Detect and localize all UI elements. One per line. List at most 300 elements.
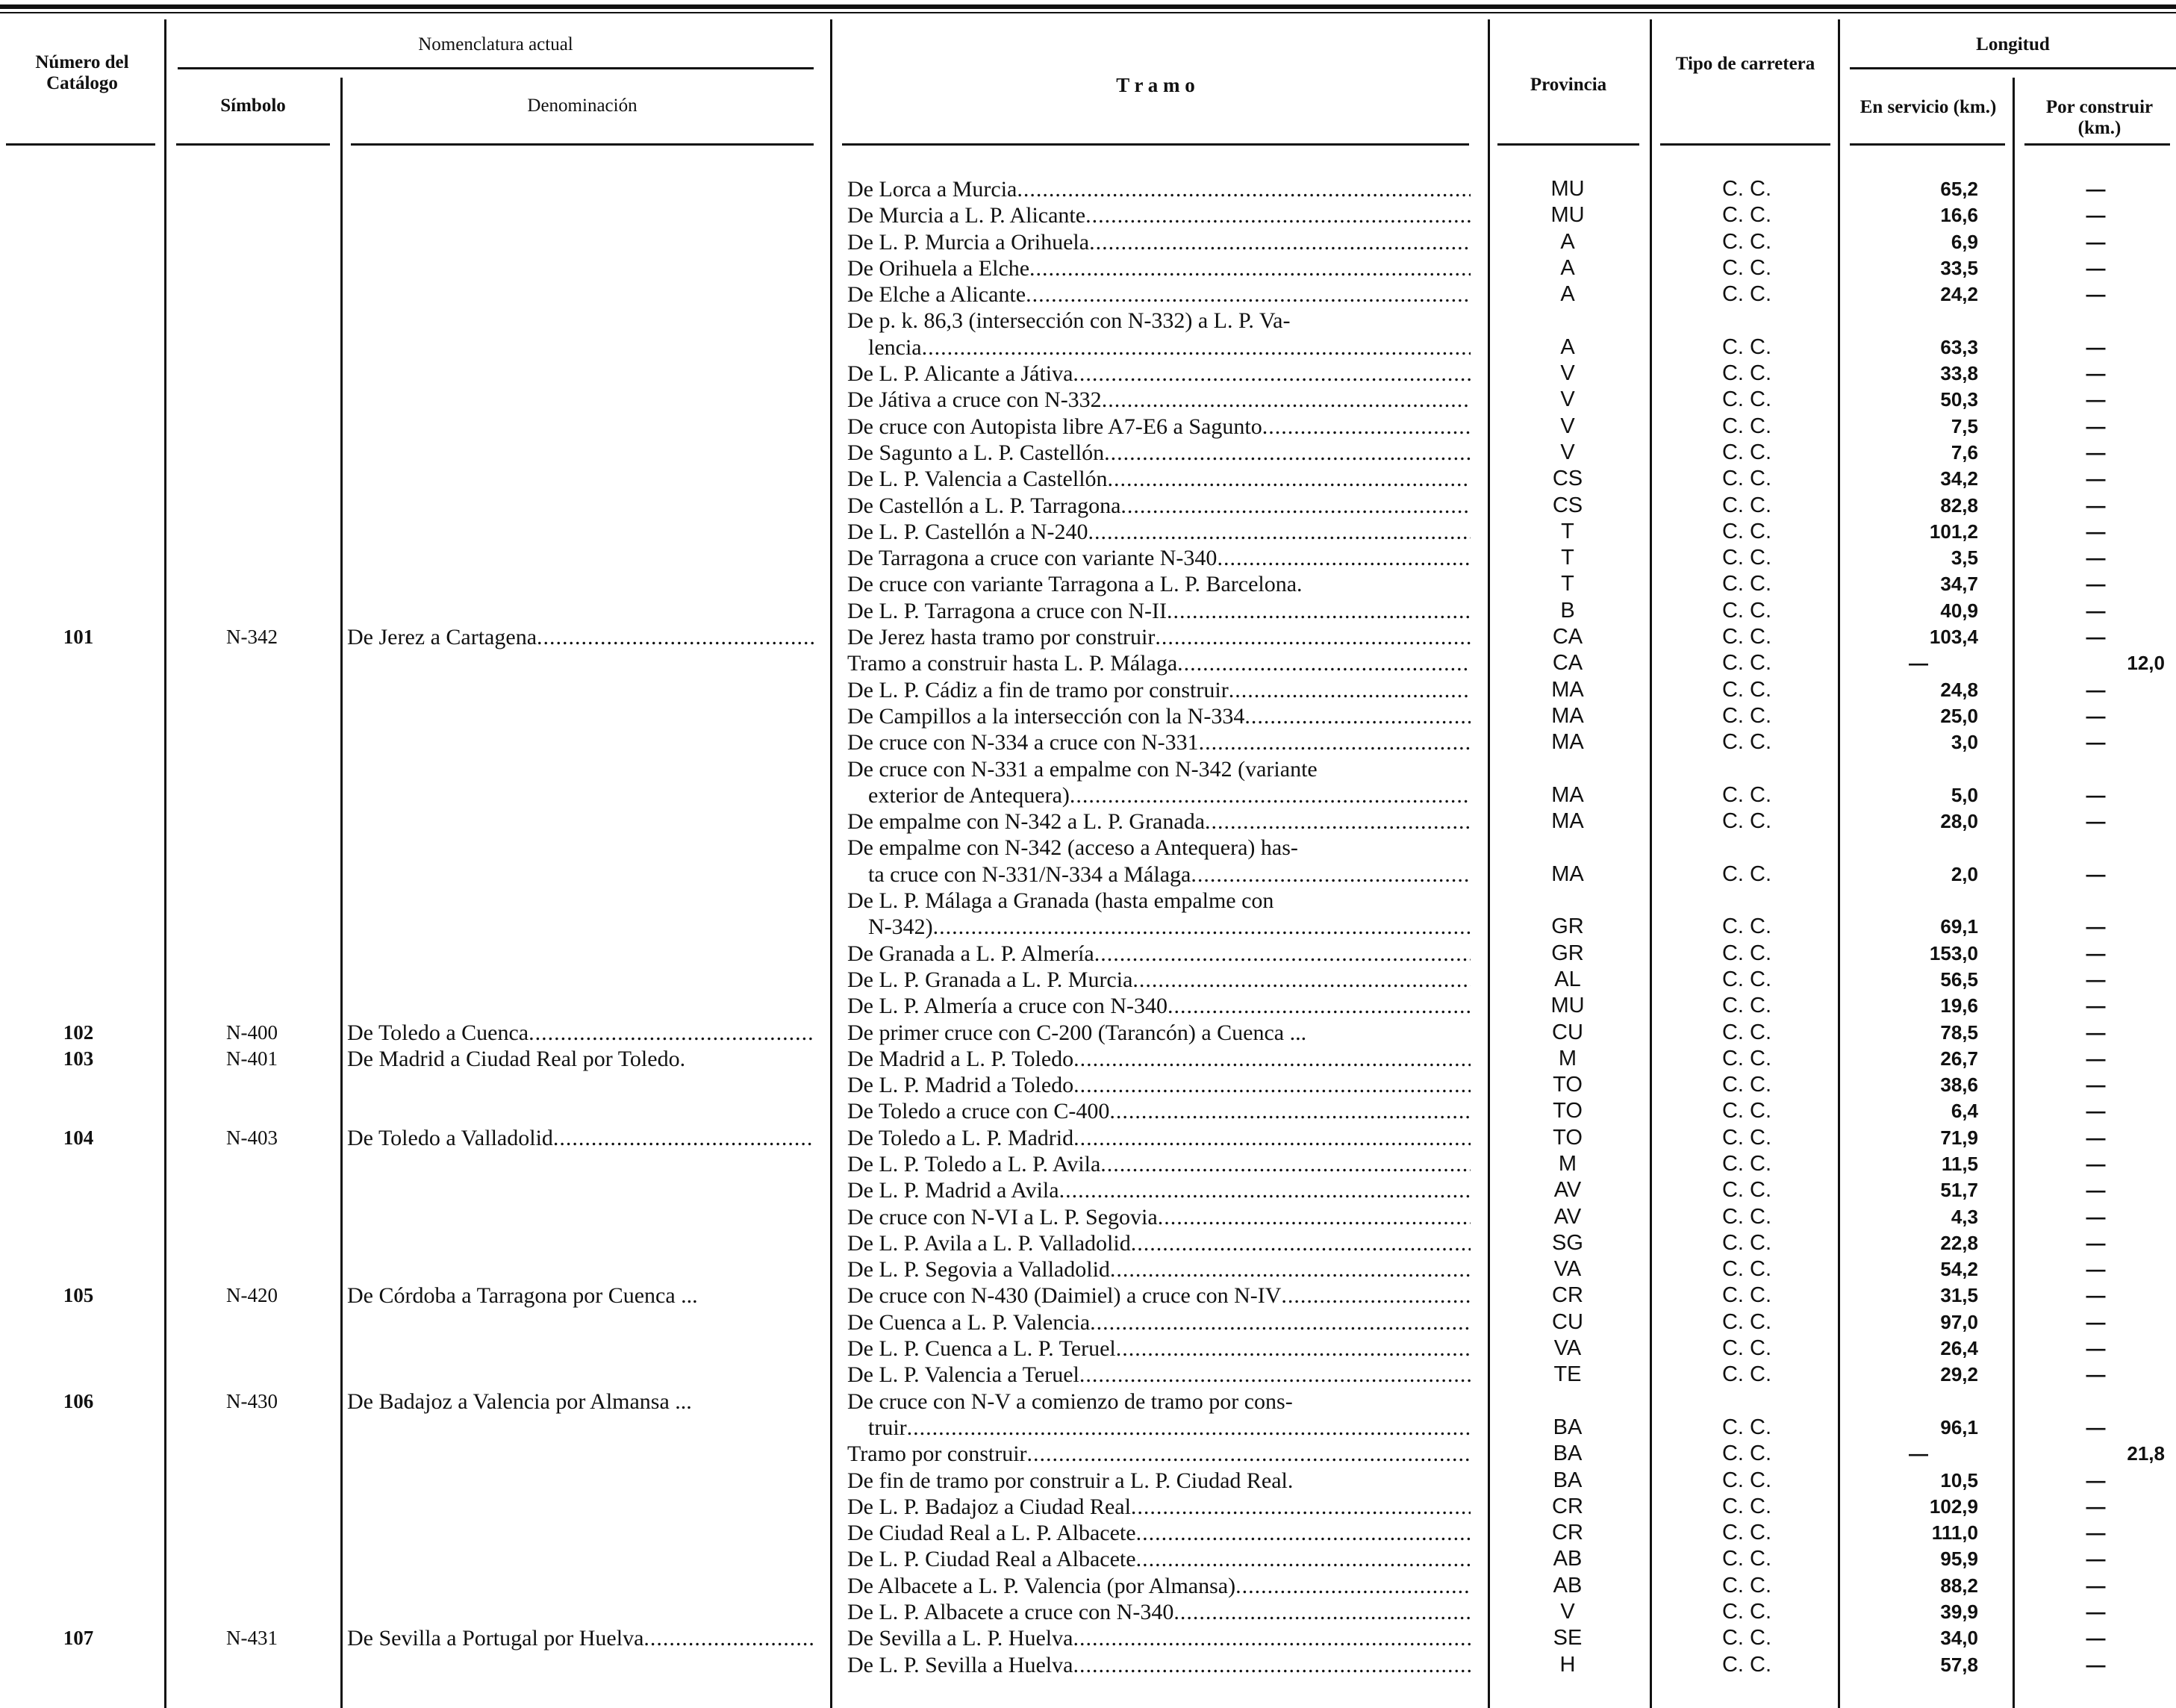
tramo-text: De Sevilla a L. P. Huelva <box>847 1626 1073 1651</box>
catalog-number: 103 <box>63 1047 94 1070</box>
table-row <box>0 308 2176 361</box>
tramo-cell <box>847 1652 1471 1678</box>
por-construir-cell: — <box>2086 1284 2106 1307</box>
tramo-cell <box>847 1625 1471 1651</box>
leader-dots <box>1110 1256 1471 1282</box>
table-row <box>0 1256 2176 1282</box>
tramo-text: De L. P. Albacete a cruce con N-340 <box>847 1600 1174 1625</box>
tramo-line <box>847 624 1471 650</box>
table-row <box>0 941 2176 967</box>
leader-dots <box>1059 1177 1471 1203</box>
leader-dots <box>1089 229 1471 255</box>
tramo-text: De cruce con N-334 a cruce con N-331 <box>847 730 1199 755</box>
en-servicio-cell: 103,4 <box>1929 626 1978 649</box>
provincia-cell: V <box>1560 1600 1575 1624</box>
por-construir-cell: — <box>2086 1468 2106 1492</box>
table-row <box>0 756 2176 809</box>
por-construir-cell: — <box>2086 520 2106 543</box>
en-servicio-cell: 82,8 <box>1940 493 1978 517</box>
tipo-cell: C. C. <box>1721 1125 1772 1150</box>
tramo-cell <box>847 756 1471 809</box>
provincia-cell: MA <box>1551 703 1584 728</box>
tramo-text: De L. P. Madrid a Toledo <box>847 1073 1074 1098</box>
table-row <box>0 1151 2176 1177</box>
tramo-cell <box>847 808 1471 835</box>
tramo-line <box>847 440 1471 466</box>
por-construir-cell: — <box>2086 599 2106 622</box>
tramo-cell <box>847 1546 1471 1572</box>
leader-dots <box>1131 1230 1471 1256</box>
header-denominacion: Denominación <box>527 96 637 116</box>
tipo-cell: C. C. <box>1721 1073 1772 1097</box>
tramo-text: lencia <box>868 334 922 360</box>
tramo-line <box>847 493 1471 519</box>
catalog-number: 101 <box>63 626 94 649</box>
tipo-cell: C. C. <box>1721 1415 1772 1439</box>
leader-dots <box>1085 202 1471 228</box>
en-servicio-cell: 95,9 <box>1940 1548 1978 1571</box>
table-row <box>0 519 2176 545</box>
provincia-cell: MU <box>1550 994 1585 1018</box>
tramo-text: De L. P. Cádiz a fin de tramo por construir <box>847 677 1229 702</box>
tramo-text: De primer cruce con C-200 (Tarancón) a Cuenca ... <box>847 1020 1307 1045</box>
tipo-cell: C. C. <box>1721 1336 1772 1361</box>
tipo-cell: C. C. <box>1721 1230 1772 1255</box>
catalog-number: 106 <box>63 1389 94 1412</box>
tramo-cell <box>847 677 1471 703</box>
tramo-line <box>847 1546 1471 1572</box>
leader-dots <box>1094 941 1471 967</box>
tramo-line <box>847 1441 1471 1467</box>
provincia-cell: MU <box>1550 203 1585 228</box>
tipo-cell: C. C. <box>1721 1547 1772 1571</box>
tramo-text: De L. P. Badajoz a Ciudad Real <box>847 1494 1131 1519</box>
provincia-cell: TE <box>1553 1362 1582 1387</box>
tipo-cell: C. C. <box>1721 782 1772 807</box>
por-construir-cell: 21,8 <box>2127 1442 2165 1465</box>
tramo-line <box>847 202 1471 228</box>
tramo-text: De cruce con variante Tarragona a L. P. Barcelona. <box>847 572 1303 597</box>
tramo-line <box>847 1230 1471 1256</box>
tramo-cell <box>847 414 1471 440</box>
tramo-cell <box>847 650 1471 676</box>
tipo-cell: C. C. <box>1721 229 1772 254</box>
en-servicio-cell: 40,9 <box>1940 599 1978 622</box>
provincia-cell: T <box>1561 546 1574 570</box>
tramo-cell <box>847 545 1471 571</box>
en-servicio-cell: 78,5 <box>1940 1020 1978 1044</box>
table-row <box>0 1046 2176 1072</box>
header-nomenclatura: Nomenclatura actual <box>418 34 573 54</box>
leader-dots <box>1136 1520 1471 1546</box>
por-construir-cell: — <box>2086 1047 2106 1070</box>
tramo-cell <box>847 1046 1471 1072</box>
tramo-cell <box>847 835 1471 888</box>
tramo-text: De Elche a Alicante <box>847 282 1026 308</box>
tramo-line <box>847 782 1471 808</box>
tramo-line <box>847 1282 1471 1309</box>
tramo-cell <box>847 1388 1471 1441</box>
provincia-cell: CS <box>1552 467 1583 491</box>
en-servicio-cell: 33,5 <box>1940 256 1978 279</box>
en-servicio-cell: 6,4 <box>1951 1100 1978 1123</box>
tramo-line <box>847 888 1471 914</box>
tramo-line <box>847 1125 1471 1151</box>
tramo-line <box>847 1415 1471 1441</box>
table-row <box>0 1020 2176 1046</box>
tramo-cell <box>847 308 1471 361</box>
por-construir-cell: — <box>2086 1310 2106 1333</box>
table-row <box>0 1072 2176 1098</box>
provincia-cell: A <box>1560 334 1575 359</box>
tramo-cell <box>847 176 1471 202</box>
header-bottom-rule <box>1850 143 2005 146</box>
tipo-cell: C. C. <box>1721 1441 1772 1466</box>
en-servicio-cell: 50,3 <box>1940 388 1978 411</box>
tipo-cell: C. C. <box>1721 1283 1772 1308</box>
provincia-cell: BA <box>1553 1441 1583 1466</box>
denomination-text: De Madrid a Ciudad Real por Toledo. <box>347 1046 686 1071</box>
tramo-line <box>847 466 1471 492</box>
tramo-text: De Cuenca a L. P. Valencia <box>847 1309 1091 1335</box>
tramo-cell <box>847 888 1471 941</box>
table-row <box>0 1335 2176 1362</box>
leader-dots <box>1131 1494 1471 1520</box>
tramo-cell <box>847 1151 1471 1177</box>
provincia-cell: MA <box>1551 782 1584 807</box>
tramo-cell <box>847 967 1471 993</box>
tramo-text: De cruce con N-VI a L. P. Segovia <box>847 1204 1158 1229</box>
tramo-cell <box>847 493 1471 519</box>
tipo-cell: C. C. <box>1721 334 1772 359</box>
por-construir-cell: — <box>2086 283 2106 306</box>
leader-dots <box>1073 1625 1471 1651</box>
tipo-cell: C. C. <box>1721 387 1772 412</box>
provincia-cell: M <box>1558 1046 1577 1070</box>
leader-dots <box>1168 993 1471 1019</box>
table-row <box>0 466 2176 492</box>
table-row <box>0 598 2176 624</box>
tipo-cell: C. C. <box>1721 1573 1772 1598</box>
tramo-cell <box>847 1520 1471 1546</box>
tipo-cell: C. C. <box>1721 1178 1772 1203</box>
por-construir-cell: — <box>2086 967 2106 991</box>
tramo-line <box>847 993 1471 1019</box>
tramo-line <box>847 703 1471 729</box>
top-rule-thin <box>0 12 2176 13</box>
en-servicio-cell: 33,8 <box>1940 362 1978 385</box>
tramo-line <box>847 598 1471 624</box>
provincia-cell: CU <box>1552 1020 1583 1044</box>
table-row <box>0 1599 2176 1625</box>
tramo-line <box>847 1599 1471 1625</box>
tramo-cell <box>847 1204 1471 1230</box>
tramo-line <box>847 255 1471 281</box>
leader-dots <box>1262 414 1471 440</box>
header-bottom-rule <box>6 143 155 146</box>
tipo-cell: C. C. <box>1721 677 1772 702</box>
en-servicio-cell: 102,9 <box>1929 1494 1978 1518</box>
leader-dots <box>1070 782 1471 808</box>
table-row <box>0 440 2176 466</box>
header-tipo: Tipo de carretera <box>1675 54 1815 74</box>
por-construir-cell: — <box>2086 467 2106 490</box>
provincia-cell: AB <box>1553 1547 1583 1571</box>
en-servicio-cell: 28,0 <box>1940 810 1978 833</box>
header-en-servicio: En servicio (km.) <box>1859 97 1997 117</box>
tramo-line <box>847 967 1471 993</box>
provincia-cell: TO <box>1553 1125 1583 1150</box>
tramo-line <box>847 756 1471 782</box>
por-construir-cell: — <box>2086 915 2106 938</box>
tramo-text: De L. P. Alicante a Játiva <box>847 361 1073 387</box>
leader-dots <box>1109 1098 1471 1124</box>
leader-dots <box>529 1020 814 1046</box>
tipo-cell: C. C. <box>1721 809 1772 834</box>
longitud-rule <box>1850 67 2176 69</box>
table-row <box>0 1388 2176 1441</box>
table-row <box>0 545 2176 571</box>
provincia-cell: AV <box>1553 1204 1582 1229</box>
tramo-text: De L. P. Málaga a Granada (hasta empalme con <box>847 888 1274 914</box>
en-servicio-cell: 24,8 <box>1940 678 1978 701</box>
por-construir-cell: — <box>2086 493 2106 517</box>
por-construir-cell: — <box>2086 178 2106 200</box>
tramo-text: De Játiva a cruce con N-332 <box>847 387 1102 413</box>
table-row <box>0 888 2176 941</box>
tipo-cell: C. C. <box>1721 414 1772 438</box>
provincia-cell: V <box>1560 440 1575 464</box>
tramo-cell <box>847 281 1471 308</box>
tipo-cell: C. C. <box>1721 1204 1772 1229</box>
table-row <box>0 1652 2176 1678</box>
provincia-cell: T <box>1561 519 1574 543</box>
table-row <box>0 361 2176 387</box>
tramo-line <box>847 1177 1471 1203</box>
tramo-text: De Sagunto a L. P. Castellón <box>847 440 1105 465</box>
road-denomination <box>347 1125 814 1151</box>
tramo-cell <box>847 624 1471 650</box>
provincia-cell: TO <box>1553 1073 1583 1097</box>
tipo-cell: C. C. <box>1721 255 1772 280</box>
leader-dots <box>1100 1151 1471 1177</box>
tramo-text: De p. k. 86,3 (intersección con N-332) a L. P. Va- <box>847 308 1291 334</box>
tramo-line <box>847 1520 1471 1546</box>
por-construir-cell: — <box>2086 1363 2106 1386</box>
tramo-line <box>847 308 1471 334</box>
tipo-cell: C. C. <box>1721 1046 1772 1070</box>
tipo-cell: C. C. <box>1721 1600 1772 1624</box>
tramo-cell <box>847 361 1471 387</box>
tramo-text: De Tarragona a cruce con variante N-340 <box>847 546 1218 571</box>
por-construir-cell: — <box>2086 704 2106 727</box>
en-servicio-cell: — <box>1909 1442 1928 1465</box>
tipo-cell: C. C. <box>1721 467 1772 491</box>
provincia-cell: V <box>1560 414 1575 438</box>
provincia-cell: T <box>1561 572 1574 596</box>
por-construir-cell: — <box>2086 783 2106 806</box>
tramo-text: De Granada a L. P. Almería <box>847 941 1094 966</box>
tipo-cell: C. C. <box>1721 572 1772 596</box>
tramo-cell <box>847 571 1471 597</box>
nomenclatura-rule <box>178 67 814 69</box>
tipo-cell: C. C. <box>1721 493 1772 517</box>
tipo-cell: C. C. <box>1721 914 1772 939</box>
table-row <box>0 493 2176 519</box>
leader-dots <box>1073 361 1471 387</box>
leader-dots <box>1088 519 1471 545</box>
tramo-text: De L. P. Murcia a Orihuela <box>847 229 1090 255</box>
leader-dots <box>1235 1573 1471 1599</box>
en-servicio-cell: 3,0 <box>1951 731 1978 754</box>
en-servicio-cell: 57,8 <box>1940 1653 1978 1676</box>
tramo-cell <box>847 993 1471 1019</box>
tramo-text: De Madrid a L. P. Toledo <box>847 1046 1074 1071</box>
por-construir-cell: — <box>2086 1601 2106 1624</box>
tramo-cell <box>847 229 1471 255</box>
tramo-line <box>847 1625 1471 1651</box>
tramo-text: exterior de Antequera) <box>868 782 1070 808</box>
catalog-number: 104 <box>63 1126 94 1149</box>
tipo-cell: C. C. <box>1721 1521 1772 1545</box>
tramo-line <box>847 1494 1471 1520</box>
en-servicio-cell: 63,3 <box>1940 335 1978 358</box>
table-row <box>0 677 2176 703</box>
tramo-line <box>847 1046 1471 1072</box>
en-servicio-cell: 34,0 <box>1940 1627 1978 1650</box>
tramo-line <box>847 1652 1471 1678</box>
header-longitud: Longitud <box>1976 34 2050 54</box>
tipo-cell: C. C. <box>1721 1099 1772 1123</box>
tramo-cell <box>847 1256 1471 1282</box>
tramo-line <box>847 387 1471 413</box>
provincia-cell: SE <box>1553 1626 1583 1651</box>
en-servicio-cell: 24,2 <box>1940 283 1978 306</box>
tramo-line <box>847 361 1471 387</box>
por-construir-cell: — <box>2086 1179 2106 1202</box>
tramo-line <box>847 545 1471 571</box>
tramo-cell <box>847 1468 1471 1494</box>
tramo-text: De L. P. Cuenca a L. P. Teruel <box>847 1336 1116 1362</box>
provincia-cell: MA <box>1551 861 1584 886</box>
top-rule-thick <box>0 4 2176 9</box>
tipo-cell: C. C. <box>1721 625 1772 649</box>
leader-dots <box>1027 1441 1471 1467</box>
provincia-cell: A <box>1560 255 1575 280</box>
tramo-line <box>847 1098 1471 1124</box>
en-servicio-cell: 7,6 <box>1951 440 1978 464</box>
tipo-cell: C. C. <box>1721 1020 1772 1044</box>
header-bottom-rule <box>842 143 1469 146</box>
en-servicio-cell: 96,1 <box>1940 1415 1978 1439</box>
tipo-cell: C. C. <box>1721 651 1772 676</box>
provincia-cell: SG <box>1552 1230 1583 1255</box>
tramo-text: De L. P. Madrid a Avila <box>847 1178 1059 1203</box>
provincia-cell: MA <box>1551 809 1584 834</box>
table-row <box>0 1098 2176 1124</box>
table-row <box>0 1309 2176 1335</box>
table-row <box>0 1468 2176 1494</box>
tramo-text: De Ciudad Real a L. P. Albacete <box>847 1521 1136 1546</box>
leader-dots <box>1073 1072 1471 1098</box>
tramo-line <box>847 861 1471 888</box>
tramo-line <box>847 519 1471 545</box>
en-servicio-cell: 71,9 <box>1940 1126 1978 1149</box>
en-servicio-cell: 54,2 <box>1940 1258 1978 1281</box>
tramo-text: ta cruce con N-331/N-334 a Málaga <box>868 861 1191 887</box>
tramo-cell <box>847 1072 1471 1098</box>
tramo-text: De Toledo a L. P. Madrid <box>847 1125 1074 1150</box>
por-construir-cell: — <box>2086 414 2106 437</box>
catalog-number: 105 <box>63 1284 94 1307</box>
tramo-cell <box>847 1599 1471 1625</box>
tipo-cell: C. C. <box>1721 1151 1772 1176</box>
provincia-cell: V <box>1560 361 1575 386</box>
leader-dots <box>1079 1362 1471 1388</box>
tipo-cell: C. C. <box>1721 1494 1772 1518</box>
tipo-cell: C. C. <box>1721 282 1772 307</box>
tramo-line <box>847 1072 1471 1098</box>
tramo-text: De L. P. Segovia a Valladolid <box>847 1257 1110 1282</box>
tramo-cell <box>847 729 1471 755</box>
leader-dots <box>933 914 1471 940</box>
tramo-cell <box>847 1441 1471 1467</box>
en-servicio-cell: 22,8 <box>1940 1231 1978 1254</box>
provincia-cell: MA <box>1551 730 1584 755</box>
leader-dots <box>553 1125 814 1151</box>
provincia-cell: A <box>1560 282 1575 307</box>
por-construir-cell: — <box>2086 1231 2106 1254</box>
tipo-cell: C. C. <box>1721 519 1772 543</box>
provincia-cell: MU <box>1550 177 1585 201</box>
tramo-line <box>847 1573 1471 1599</box>
tramo-line <box>847 1204 1471 1230</box>
leader-dots <box>1090 1309 1471 1335</box>
tipo-cell: C. C. <box>1721 994 1772 1018</box>
en-servicio-cell: 34,2 <box>1940 467 1978 490</box>
leader-dots <box>1205 808 1471 835</box>
tramo-cell <box>847 1125 1471 1151</box>
denomination-text: De Toledo a Cuenca <box>347 1020 529 1045</box>
provincia-cell: A <box>1560 229 1575 254</box>
tipo-cell: C. C. <box>1721 546 1772 570</box>
en-servicio-cell: 29,2 <box>1940 1363 1978 1386</box>
tramo-cell <box>847 387 1471 413</box>
por-construir-cell: — <box>2086 731 2106 754</box>
por-construir-cell: — <box>2086 256 2106 279</box>
en-servicio-cell: 6,9 <box>1951 230 1978 253</box>
header-simbolo: Símbolo <box>220 96 286 116</box>
tipo-cell: C. C. <box>1721 1309 1772 1334</box>
tipo-cell: C. C. <box>1721 598 1772 623</box>
tramo-line <box>847 1362 1471 1388</box>
por-construir-cell: — <box>2086 230 2106 253</box>
table-row <box>0 1125 2176 1151</box>
tipo-cell: C. C. <box>1721 967 1772 991</box>
table-row <box>0 414 2176 440</box>
road-denomination <box>347 1388 814 1415</box>
tramo-line <box>847 1309 1471 1335</box>
provincia-cell: CA <box>1552 651 1583 676</box>
tramo-line <box>847 914 1471 940</box>
por-construir-cell: — <box>2086 388 2106 411</box>
tramo-cell <box>847 703 1471 729</box>
leader-dots <box>1217 545 1471 571</box>
table-row <box>0 1520 2176 1546</box>
tramo-line <box>847 1151 1471 1177</box>
tramo-text: De Murcia a L. P. Alicante <box>847 203 1086 228</box>
provincia-cell: VA <box>1553 1257 1582 1282</box>
